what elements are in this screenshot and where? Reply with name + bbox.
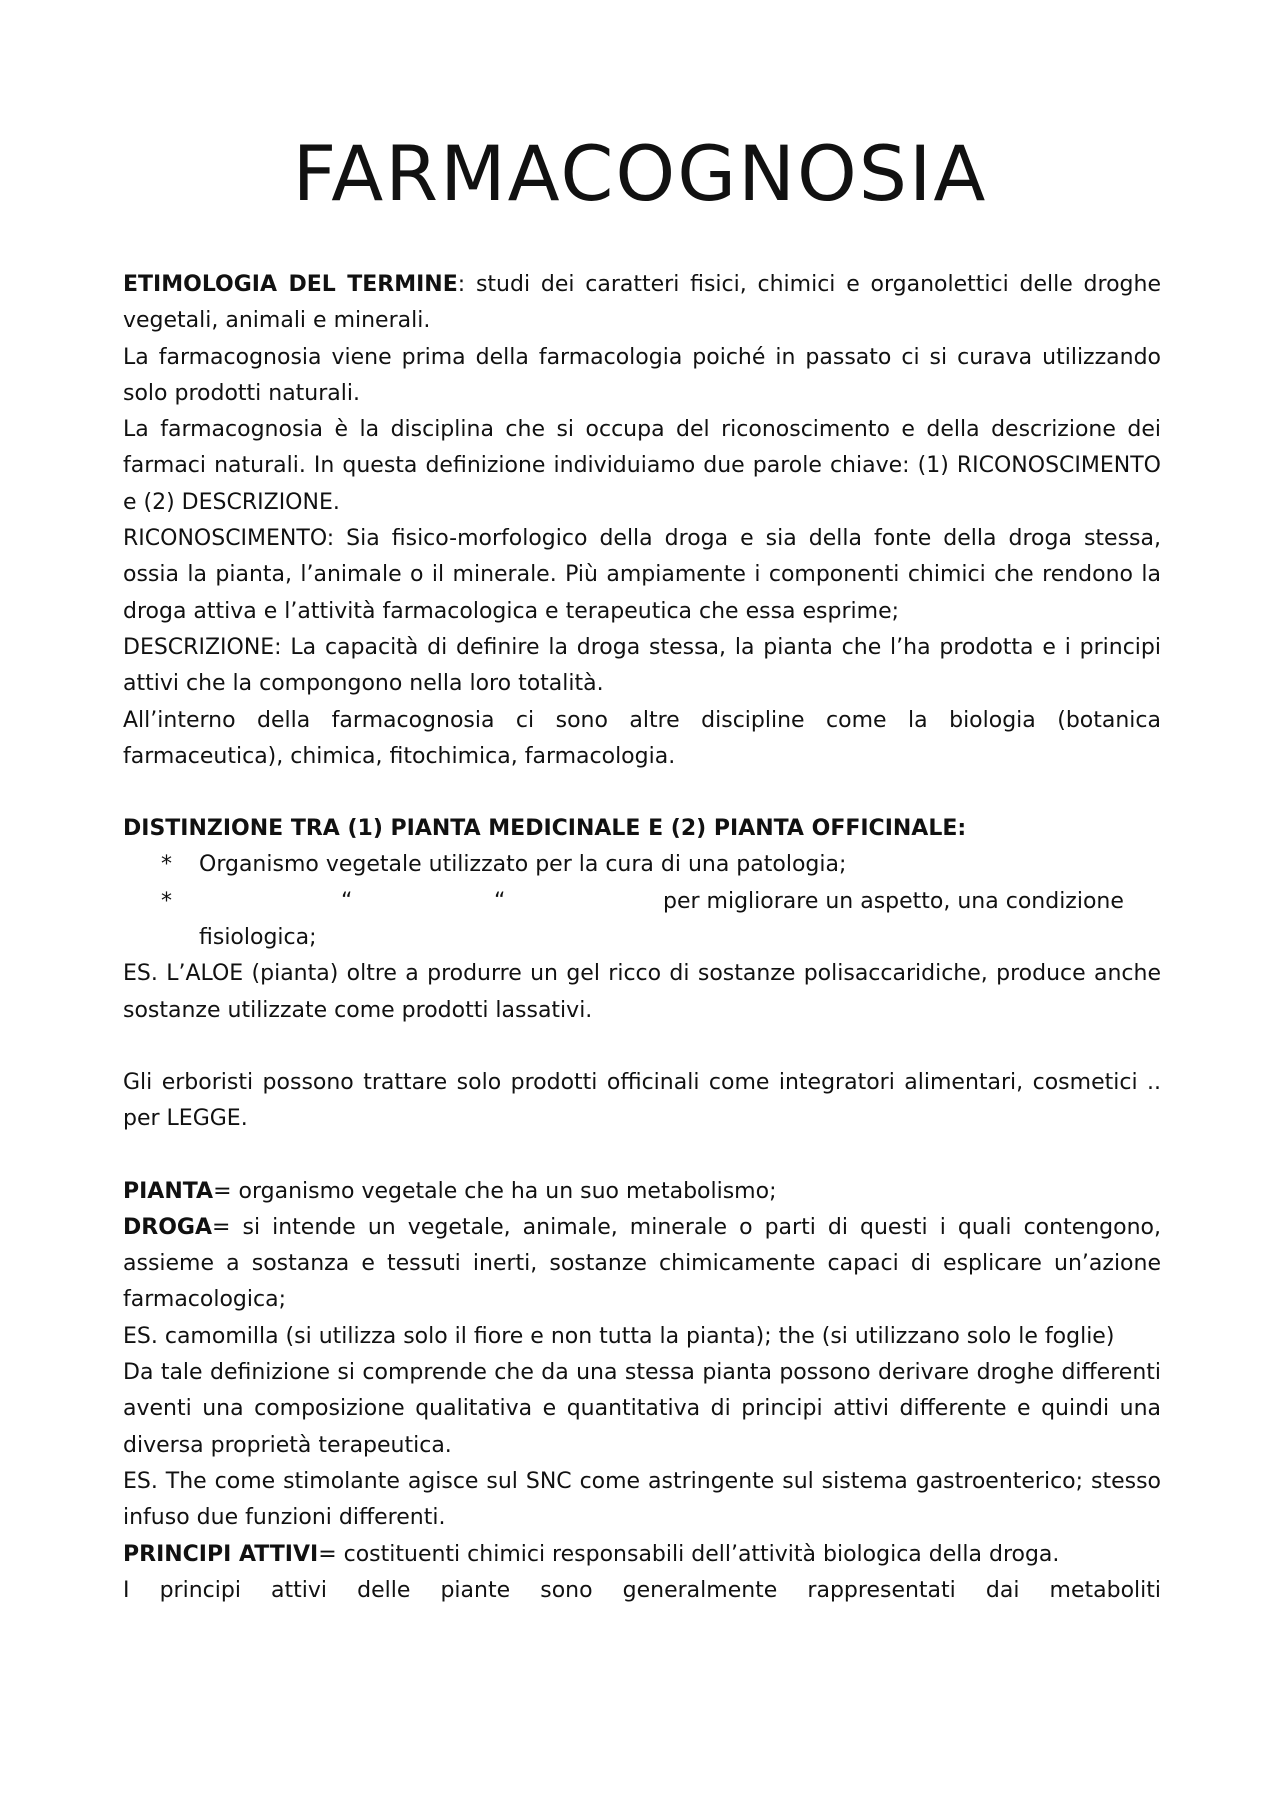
list-item: [123, 884, 1161, 920]
spacer: [123, 1029, 1161, 1065]
document-title: FARMACOGNOSIA: [292, 129, 988, 218]
etimologia-text: : studi dei caratteri fisici, chimici e organolettici delle droghe vegetali, animali e minerali.: [123, 272, 1161, 334]
definition-pianta-text: = organismo vegetale che ha un suo metabolismo;: [213, 1178, 777, 1204]
paragraph-metaboliti: I principi attivi delle piante sono generalmente rappresentati dai metaboliti: [123, 1577, 1161, 1603]
definition-droga-text: = si intende un vegetale, animale, minerale o parti di questi i quali contengono, assieme a sostanza e tessuti inerti, sostanze chimicamente capaci di esplicare un’azione farmacologica;: [123, 1214, 1161, 1313]
definition-principi-text: = costituenti chimici responsabili dell’attività biologica della droga.: [318, 1541, 1060, 1567]
definition-droga-label: DROGA: [123, 1214, 212, 1240]
paragraph-discipline: All’interno della farmacognosia ci sono altre discipline come la biologia (botanica farmaceutica), chimica, fitochimica, farmacologia.: [123, 707, 1161, 769]
paragraph-erboristi: Gli erboristi possono trattare solo prodotti officinali come integratori alimentari, cosmetici .. per LEGGE.: [123, 1069, 1161, 1132]
document-body: [123, 267, 1161, 1609]
distinzione-heading: [123, 811, 1161, 847]
spacer: [123, 775, 1161, 811]
list-item-text: Organismo vegetale utilizzato per la cura di una patologia;: [199, 852, 847, 878]
paragraph-descrizione: DESCRIZIONE: La capacità di definire la droga stessa, la pianta che l’ha prodotta e i principi attivi che la compongono nella loro totalità.: [123, 634, 1161, 697]
definition-pianta-label: PIANTA: [123, 1178, 214, 1204]
definition-droga: [123, 1210, 1161, 1319]
example-camomilla: ES. camomilla (si utilizza solo il fiore e non tutta la pianta); the (si utilizzano solo le foglie): [123, 1323, 1115, 1349]
bullet-star: *: [161, 852, 172, 878]
etimologia-paragraph: [123, 267, 1161, 340]
distinzione-heading-text: DISTINZIONE TRA (1) PIANTA MEDICINALE E (2) PIANTA OFFICINALE:: [123, 816, 967, 842]
paragraph-disciplina: La farmacognosia è la disciplina che si occupa del riconoscimento e della descrizione dei farmaci naturali. In questa definizione individuiamo due parole chiave: (1) RICONOSCIMENTO e (2) DESCRIZIONE.: [123, 417, 1161, 515]
example-the: ES. The come stimolante agisce sul SNC come astringente sul sistema gastroenterico; stesso infuso due funzioni differenti.: [123, 1468, 1161, 1531]
list-item-text: per migliorare un aspetto, una condizione: [663, 888, 1124, 914]
distinzione-list: [123, 847, 1161, 920]
paragraph-farmacologia: La farmacognosia viene prima della farmacologia poiché in passato ci si curava utilizzando solo prodotti naturali.: [123, 344, 1161, 406]
list-item: [123, 847, 1161, 883]
definition-principi-label: PRINCIPI ATTIVI: [123, 1541, 319, 1567]
paragraph-riconoscimento: RICONOSCIMENTO: Sia fisico-morfologico della droga e sia della fonte della droga stessa, ossia la pianta, l’animale o il minerale. Più ampiamente i componenti chimici che rendono la droga attiva e l’attività farmacologica e terapeutica che essa esprime;: [123, 526, 1161, 624]
ditto-mark-close: “: [494, 888, 506, 914]
definition-pianta: [123, 1174, 1161, 1210]
definition-principi: [123, 1537, 1161, 1573]
spacer: [123, 1138, 1161, 1174]
list-item-continuation: fisiologica;: [199, 925, 317, 951]
paragraph-definizione: Da tale definizione si comprende che da una stessa pianta possono derivare droghe differenti aventi una composizione qualitativa e quantitativa di principi attivi differente e quindi una diversa proprietà terapeutica.: [123, 1360, 1161, 1458]
ditto-mark-open: “: [341, 888, 353, 914]
etimologia-label: ETIMOLOGIA DEL TERMINE: [123, 272, 458, 297]
bullet-star: *: [161, 888, 172, 914]
example-aloe: ES. L’ALOE (pianta) oltre a produrre un gel ricco di sostanze polisaccaridiche, produce anche sostanze utilizzate come prodotti lassativi.: [123, 961, 1161, 1023]
